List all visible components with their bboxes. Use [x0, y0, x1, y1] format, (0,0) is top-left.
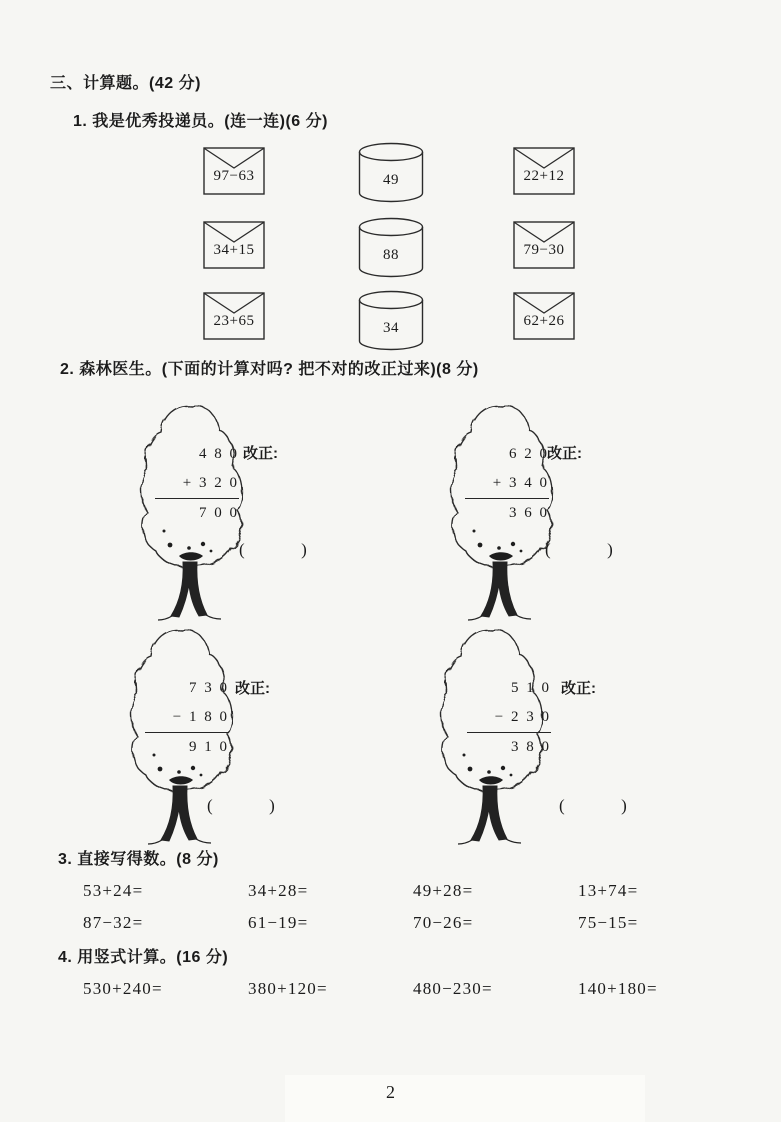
equation: 70−26= — [413, 913, 474, 932]
equation: 480−230= — [413, 979, 493, 998]
correction-label: 改正: — [547, 445, 582, 462]
mailbox-row2 — [358, 217, 424, 279]
envelope-expression: 79−30 — [523, 242, 565, 258]
envelope-row3-left — [203, 292, 265, 340]
vertical-calculation — [155, 440, 239, 528]
tree-problem-3 — [125, 622, 340, 854]
equation: 34+28= — [248, 881, 309, 900]
envelope-expression: 97−63 — [213, 168, 255, 184]
equation: 380+120= — [248, 979, 328, 998]
equation: 53+24= — [83, 881, 144, 900]
calc-second: + 3 4 0 — [492, 474, 549, 491]
tree-problem-4 — [435, 622, 650, 854]
q3-title: 3. 直接写得数。(8 分) — [58, 851, 219, 868]
envelope-expression: 23+65 — [213, 313, 255, 329]
tree-problem-2 — [445, 398, 660, 630]
envelope-expression: 34+15 — [213, 242, 255, 258]
judgment-parentheses: ( ) — [207, 796, 275, 815]
equation: 61−19= — [248, 913, 309, 932]
equation: 75−15= — [578, 913, 639, 932]
calc-second: + 3 2 0 — [182, 474, 239, 491]
mailbox-number: 88 — [383, 247, 399, 263]
envelope-row2-left — [203, 221, 265, 269]
envelope-expression: 22+12 — [523, 168, 565, 184]
judgment-parentheses: ( ) — [559, 796, 627, 815]
judgment-parentheses: ( ) — [239, 540, 307, 559]
vertical-calculation — [467, 674, 551, 762]
mailbox-number: 49 — [383, 172, 399, 188]
page-number: 2 — [386, 1082, 395, 1102]
equation: 530+240= — [83, 979, 163, 998]
q1-title: 1. 我是优秀投递员。(连一连)(6 分) — [73, 113, 328, 130]
q2-title: 2. 森林医生。(下面的计算对吗? 把不对的改正过来)(8 分) — [60, 361, 479, 378]
equation: 13+74= — [578, 881, 639, 900]
calc-top: 5 1 0 — [511, 680, 551, 696]
tree-problem-1 — [135, 398, 350, 630]
calc-result: 9 1 0 — [189, 739, 229, 755]
calc-result: 3 6 0 — [509, 505, 549, 521]
vertical-calculation — [465, 440, 549, 528]
correction-label: 改正: — [243, 445, 278, 462]
mailbox-number: 34 — [383, 320, 399, 336]
calc-result: 3 8 0 — [511, 739, 551, 755]
correction-label: 改正: — [561, 680, 596, 697]
envelope-row2-right — [513, 221, 575, 269]
calc-top: 6 2 0 — [509, 446, 549, 462]
section-heading: 三、计算题。(42 分) — [50, 75, 201, 92]
envelope-row1-right — [513, 147, 575, 195]
correction-label: 改正: — [235, 680, 270, 697]
calc-top: 7 3 0 — [189, 680, 229, 696]
envelope-expression: 62+26 — [523, 313, 565, 329]
judgment-parentheses: ( ) — [545, 540, 613, 559]
calc-result: 7 0 0 — [199, 505, 239, 521]
equation: 140+180= — [578, 979, 658, 998]
equation: 87−32= — [83, 913, 144, 932]
mailbox-row3 — [358, 290, 424, 352]
mailbox-row1 — [358, 142, 424, 204]
calc-top: 4 8 0 — [199, 446, 239, 462]
q4-title: 4. 用竖式计算。(16 分) — [58, 949, 229, 966]
equation: 49+28= — [413, 881, 474, 900]
vertical-calculation — [145, 674, 229, 762]
envelope-row1-left — [203, 147, 265, 195]
envelope-row3-right — [513, 292, 575, 340]
calc-second: − 2 3 0 — [494, 708, 551, 725]
calc-second: − 1 8 0 — [172, 708, 229, 725]
